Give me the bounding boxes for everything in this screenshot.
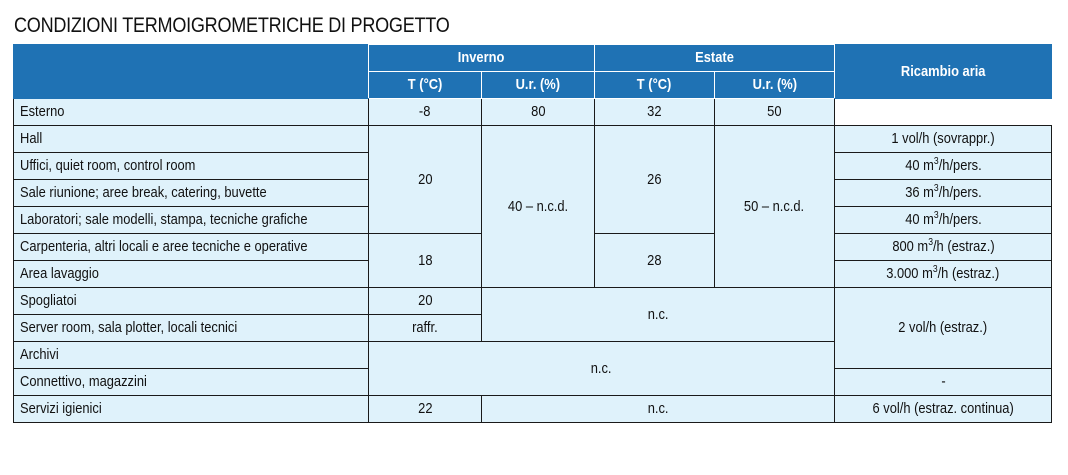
row-label: Uffici, quiet room, control room <box>14 153 369 180</box>
cell-estate-ur: 50 <box>715 99 835 126</box>
cell-ricambio: 6 vol/h (estraz. continua) <box>835 396 1052 423</box>
row-label: Spogliatoi <box>14 288 369 315</box>
row-label: Server room, sala plotter, locali tecnici <box>14 315 369 342</box>
table-row-hall <box>14 126 1052 153</box>
header-inverno: Inverno <box>369 45 595 72</box>
cell-estate-ur-merged: 50 – n.c.d. <box>715 126 835 288</box>
row-label: Hall <box>14 126 369 153</box>
row-label: Connettivo, magazzini <box>14 369 369 396</box>
row-label: Esterno <box>14 99 369 126</box>
table-row-spogliatoi <box>14 288 1052 315</box>
cell-estate-t-merged: 28 <box>595 234 715 288</box>
row-label: Servizi igienici <box>14 396 369 423</box>
header-estate-t: T (°C) <box>595 72 715 99</box>
cell-nc-merged: n.c. <box>482 288 835 342</box>
header-estate: Estate <box>595 45 835 72</box>
row-label: Carpenteria, altri locali e aree tecniche e operative <box>14 234 369 261</box>
cell-inverno-t-merged: 20 <box>369 126 482 234</box>
cell-ricambio: 40 $m^3/h$/pers. <box>835 153 1052 180</box>
cell-ricambio: 1 vol/h (sovrappr.) <box>835 126 1052 153</box>
cell-inverno-t: -8 <box>369 99 482 126</box>
header-ricambio-aria: Ricambio aria <box>835 45 1052 99</box>
cell-inverno-ur-merged: 40 – n.c.d. <box>482 126 595 288</box>
cell-estate-t: 32 <box>595 99 715 126</box>
cell-ricambio: 36 $m^3/h$/pers. <box>835 180 1052 207</box>
page-title: CONDIZIONI TERMOIGROMETRICHE DI PROGETTO <box>14 14 450 37</box>
cell-nc-merged: n.c. <box>369 342 835 396</box>
cell-inverno-ur: 80 <box>482 99 595 126</box>
table-row-esterno <box>14 99 1052 126</box>
cell-inverno-t: 20 <box>369 288 482 315</box>
row-label: Area lavaggio <box>14 261 369 288</box>
header-estate-ur: U.r. (%) <box>715 72 835 99</box>
header-blank-cell <box>14 45 369 99</box>
row-label: Sale riunione; aree break, catering, buvette <box>14 180 369 207</box>
row-label: Laboratori; sale modelli, stampa, tecniche grafiche <box>14 207 369 234</box>
cell-nc-merged: n.c. <box>482 396 835 423</box>
cell-inverno-t-merged: 18 <box>369 234 482 288</box>
cell-ricambio: 3.000 $m^3/h$ (estraz.) <box>835 261 1052 288</box>
header-inverno-t: T (°C) <box>369 72 482 99</box>
table-row-servizi <box>14 396 1052 423</box>
cell-ricambio: 800 $m^3/h$ (estraz.) <box>835 234 1052 261</box>
header-row-1 <box>14 45 1052 72</box>
conditions-table <box>13 44 1052 423</box>
cell-estate-t-merged: 26 <box>595 126 715 234</box>
cell-ricambio-merged: 2 vol/h (estraz.) <box>835 288 1052 369</box>
cell-inverno-t: raffr. <box>369 315 482 342</box>
row-label: Archivi <box>14 342 369 369</box>
cell-inverno-t: 22 <box>369 396 482 423</box>
header-inverno-ur: U.r. (%) <box>482 72 595 99</box>
cell-ricambio: 40 $m^3/h$/pers. <box>835 207 1052 234</box>
cell-ricambio: - <box>835 369 1052 396</box>
